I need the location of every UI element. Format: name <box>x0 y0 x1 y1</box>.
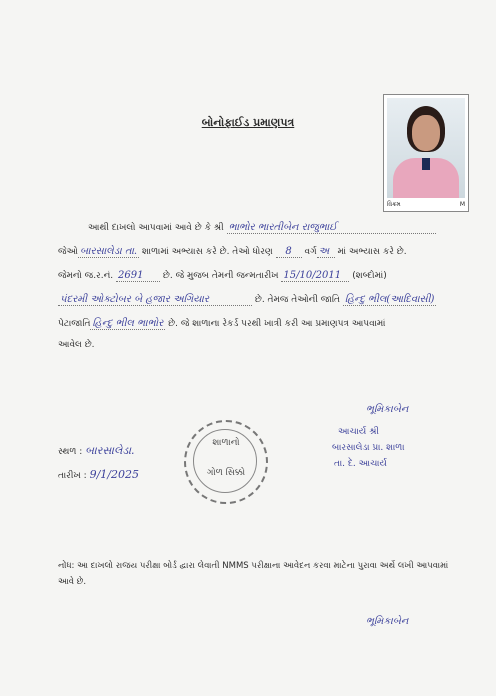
division: અ <box>317 246 335 258</box>
line-6: આવેલ છે. <box>58 340 95 350</box>
line-2: જેઓ બારસાલેડા તા. શાળામાં અભ્યાસ કરે છે. તેઓ ધોરણ 8 વર્ગ અ માં અભ્યાસ કરે છે. <box>58 246 407 257</box>
certificate-title: બોનોફાઈડ પ્રમાણપત્ર <box>201 116 295 129</box>
register-number: 2691 <box>116 270 160 282</box>
line-5: પેટાજાતિ હિન્દુ ભીલ ભાભોર છે. જે શાળાના રેકર્ડ પરથી ખાત્રી કરી આ પ્રમાણપત્ર આપવામાં <box>58 318 386 329</box>
line-3: જેમનો જ.ર.નં. 2691 છે. જે મુજબ તેમની જન્મતારીખ 15/10/2011 (શબ્દોમાં) <box>58 270 387 281</box>
school-round-seal: શાળાનો ગોળ સિક્કો <box>184 420 268 504</box>
birth-date: 15/10/2011 <box>281 270 349 282</box>
sub-caste: હિન્દુ ભીલ ભાભોર <box>92 318 164 329</box>
place-row: સ્થળ : બારસાલેડા. <box>58 444 135 457</box>
student-name: ભાભોર ભારતીબેન રાજુભાઈ <box>227 222 436 234</box>
caste: હિન્દુ ભીલ(આદિવાસી) <box>344 294 435 305</box>
student-photo <box>383 94 469 212</box>
footer-signature: ભૂમિકાબેન <box>366 616 409 627</box>
line-1: આથી દાખલો આપવામાં આવે છે કે શ્રી ભાભોર ભારતીબેન રાજુભાઈ <box>88 222 436 234</box>
date-value: 9/1/2025 <box>89 468 139 481</box>
photo-caption-right: M <box>459 201 465 208</box>
place-value: બારસાલેડા. <box>85 444 135 457</box>
photo-caption-left: વિક્રમ <box>387 201 401 208</box>
birth-date-words: પંદરમી ઓક્ટોબર બે હજાર અગિયાર <box>58 294 252 306</box>
principal-stamp: આચાર્ય શ્રી બારસાલેડા પ્રા. શાળા તા. દે. આચાર્ય <box>332 427 405 469</box>
school-name: બારસાલેડા તા. <box>79 246 138 257</box>
standard: 8 <box>276 246 302 258</box>
principal-signature: ભૂમિકાબેન <box>366 404 409 415</box>
date-row: તારીખ : 9/1/2025 <box>58 468 139 481</box>
footer-note: નોંધ: આ દાખલો રાજય પરીક્ષા બોર્ડ દ્વારા લેવાતી NMMS પરીક્ષાના આવેદન કરવા માટેના પુરાવા અર્થે લખી આપવામાં આવે છે. <box>58 561 449 587</box>
line-4: પંદરમી ઓક્ટોબર બે હજાર અગિયાર છે. તેમજ તેઓની જાતિ હિન્દુ ભીલ(આદિવાસી) <box>60 294 435 305</box>
